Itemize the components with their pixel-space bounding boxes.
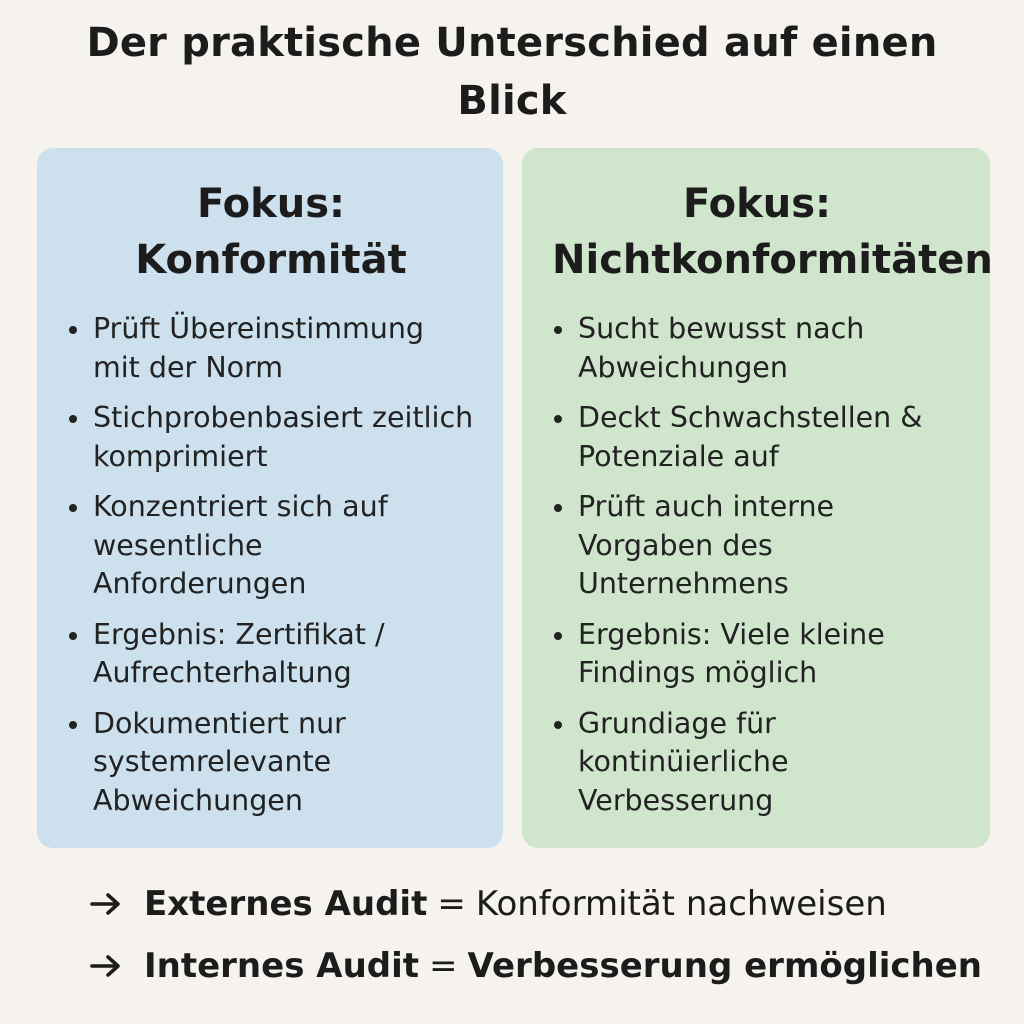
panel-heading-line1: Fokus:	[682, 181, 832, 227]
page-title-text: Der praktische Unterschied auf einen Blick	[86, 20, 938, 124]
bullet-item: Ergebnis: Viele kleine Findings möglich	[552, 616, 962, 693]
bullet-item: Dokumentiert nur systemrelevante Abweichungen	[67, 705, 475, 821]
panel-internal-audit	[522, 148, 993, 848]
panel-heading-line2: Nichtkonformitäten	[552, 237, 993, 283]
bullet-item: Sucht bewusst nach Abweichungen	[552, 310, 962, 387]
summary	[90, 878, 984, 1002]
panel-heading-external	[67, 176, 475, 288]
bullet-item: Deckt Schwachstellen & Potenziale auf	[552, 399, 962, 476]
bullet-list-internal	[552, 310, 962, 820]
arrow-right-icon	[90, 892, 122, 916]
summary-term: Externes Audit	[144, 884, 428, 924]
summary-equals: =	[429, 946, 458, 986]
bullet-item: Stichprobenbasiert zeitlich komprimiert	[67, 399, 475, 476]
bullet-item: Ergebnis: Zertifikat / Aufrechterhaltung	[67, 616, 475, 693]
panel-external-audit	[37, 148, 503, 848]
bullet-item: Grundiage für kontinüierliche Verbesserung	[552, 705, 962, 821]
panel-heading-internal	[552, 176, 993, 288]
summary-value: Konformität nachweisen	[475, 884, 887, 924]
page-title	[40, 14, 984, 130]
panel-heading-line1: Fokus:	[196, 181, 346, 227]
summary-value: Verbesserung ermöglichen	[467, 946, 982, 986]
bullet-item: Prüft Übereinstimmung mit der Norm	[67, 310, 475, 387]
summary-term: Internes Audit	[144, 946, 420, 986]
bullet-item: Prüft auch interne Vorgaben des Unternehmens	[552, 488, 962, 604]
arrow-right-icon	[90, 954, 122, 978]
panel-heading-line2: Konformität	[135, 237, 407, 283]
summary-row-external	[90, 878, 984, 930]
summary-equals: =	[437, 884, 466, 924]
summary-row-internal	[90, 940, 984, 992]
bullet-item: Konzentriert sich auf wesentliche Anforderungen	[67, 488, 475, 604]
bullet-list-external	[67, 310, 475, 820]
